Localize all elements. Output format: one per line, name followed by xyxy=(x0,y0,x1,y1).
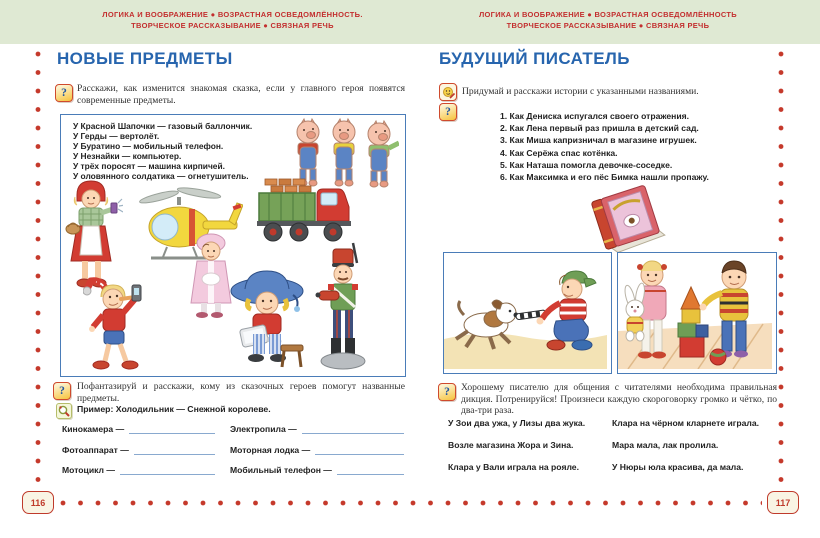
children-playing-scene xyxy=(618,253,772,369)
left-page-header xyxy=(60,9,405,31)
question-glyph: ? xyxy=(59,385,65,397)
story-title: 1. Как Дениска испугался своего отражения. xyxy=(500,111,690,121)
right-task2-text: Хорошему писателю для общения с читателями необходима правильная дикция. Потренируйся! Произнеси каждую скороговорку громко и чётко, по два-три раза. xyxy=(461,382,777,417)
question-icon xyxy=(438,383,456,401)
fill-in-label: Мобильный телефон — xyxy=(230,465,332,475)
list-item: У Красной Шапочки — газовый баллончик. xyxy=(73,121,253,131)
story-title: 2. Как Лена первый раз пришла в детский сад. xyxy=(500,123,699,134)
pinocchio-illustration xyxy=(83,275,161,371)
children-playing-picture xyxy=(617,252,777,374)
brick-truck-illustration xyxy=(257,177,353,249)
fill-in-label: Фотоаппарат — xyxy=(62,444,129,455)
dotted-border-bottom xyxy=(60,500,762,506)
right-page-header xyxy=(438,9,778,31)
tongue-twister: Мара мала, лак пролила. xyxy=(612,440,719,450)
left-task2-text: Пофантазируй и расскажи, кому из сказочных героев помогут названные предметы. xyxy=(77,381,405,404)
list-item: У Герды — вертолёт. xyxy=(73,130,160,141)
fill-in-blank[interactable] xyxy=(337,464,404,475)
writer-icon xyxy=(439,83,457,101)
list-item: У Незнайки — компьютер. xyxy=(73,150,182,161)
tongue-twister: Клара на чёрном кларнете играла. xyxy=(612,418,759,428)
example-line xyxy=(77,404,271,414)
story-title: 3. Как Миша капризничал в магазине игрушек. xyxy=(500,135,697,146)
fill-in-row xyxy=(62,463,215,475)
left-header-line1: ЛОГИКА И ВООБРАЖЕНИЕ ● ВОЗРАСТНАЯ ОСВЕДОМЛЁННОСТЬ. xyxy=(102,10,363,19)
question-icon xyxy=(439,103,457,121)
fill-in-blank[interactable] xyxy=(134,444,215,455)
red-riding-hood-illustration xyxy=(65,177,123,291)
list-item: У оловянного солдатика — огнетушитель. xyxy=(73,170,249,181)
fill-in-label: Кинокамера — xyxy=(62,424,125,434)
question-glyph: ? xyxy=(445,106,451,118)
fill-in-row xyxy=(62,422,215,434)
left-header-line2: ТВОРЧЕСКОЕ РАССКАЗЫВАНИЕ ● СВЯЗНАЯ РЕЧЬ xyxy=(131,21,334,30)
fill-in-row xyxy=(62,443,215,455)
question-glyph: ? xyxy=(444,386,450,398)
book-illustration xyxy=(584,184,670,254)
story-titles-list xyxy=(500,111,709,184)
tin-soldier-illustration xyxy=(313,241,371,373)
fill-in-blank[interactable] xyxy=(129,423,215,434)
tongue-twisters-column-1 xyxy=(448,418,585,484)
dog-and-boy-picture xyxy=(443,252,612,374)
block-tower xyxy=(678,287,708,357)
neznaika-illustration xyxy=(223,265,311,373)
fill-in-row xyxy=(230,422,404,434)
fill-in-label: Электропила — xyxy=(230,424,297,434)
fill-in-blank[interactable] xyxy=(120,464,215,475)
right-page-title: БУДУЩИЙ ПИСАТЕЛЬ xyxy=(439,49,630,68)
fill-in-row xyxy=(230,463,404,475)
dotted-border-right xyxy=(778,51,784,493)
page-number-badge-left: 116 xyxy=(22,491,54,514)
fill-in-label: Моторная лодка — xyxy=(230,444,311,455)
right-header-line2: ТВОРЧЕСКОЕ РАССКАЗЫВАНИЕ ● СВЯЗНАЯ РЕЧЬ xyxy=(506,21,710,30)
fill-in-column-2 xyxy=(230,422,404,484)
tongue-twister: У Нюры юла красива, да мала. xyxy=(612,462,744,472)
tongue-twister: У Зои два ужа, у Лизы два жука. xyxy=(448,418,586,428)
question-icon xyxy=(53,382,71,400)
page-number-badge-right: 117 xyxy=(767,491,799,514)
story-title: 4. Как Серёжа спас котёнка. xyxy=(500,147,618,158)
fill-in-label: Мотоцикл — xyxy=(62,465,115,475)
example-label: Пример: xyxy=(77,404,114,414)
list-item: У трёх поросят — машина кирпичей. xyxy=(73,160,225,171)
question-glyph: ? xyxy=(61,87,67,99)
fairy-tale-objects-box xyxy=(60,114,406,377)
magnifier-icon xyxy=(56,403,72,419)
left-task1-text: Расскажи, как изменится знакомая сказка, если у главного героя появятся современные предметы. xyxy=(77,83,405,106)
story-title: 5. Как Наташа помогла девочке-соседке. xyxy=(500,159,673,170)
question-icon xyxy=(55,84,73,102)
tongue-twisters-column-2 xyxy=(612,418,759,484)
ball xyxy=(710,349,726,365)
dog-and-boy-scene xyxy=(444,253,607,369)
tongue-twister: Клара у Вали играла на рояле. xyxy=(448,462,579,472)
tongue-twister: Возле магазина Жора и Зина. xyxy=(448,440,574,450)
fill-in-blank[interactable] xyxy=(315,444,404,455)
example-text: Холодильник — Снежной королеве. xyxy=(115,404,271,414)
dotted-border-left xyxy=(35,51,41,493)
fill-in-row xyxy=(230,443,404,455)
fairy-tale-objects-list xyxy=(73,122,252,181)
right-header-line1: ЛОГИКА И ВООБРАЖЕНИЕ ● ВОЗРАСТНАЯ ОСВЕДОМЛЁННОСТЬ xyxy=(478,10,738,19)
right-task1-text: Придумай и расскажи истории с указанными названиями. xyxy=(462,86,699,97)
list-item: У Буратино — мобильный телефон. xyxy=(73,140,224,151)
story-title: 6. Как Максимка и его пёс Бимка нашли пропажу. xyxy=(500,171,709,182)
left-page-title: НОВЫЕ ПРЕДМЕТЫ xyxy=(57,49,233,68)
fill-in-column-1 xyxy=(62,422,215,484)
fill-in-blank[interactable] xyxy=(302,423,404,434)
